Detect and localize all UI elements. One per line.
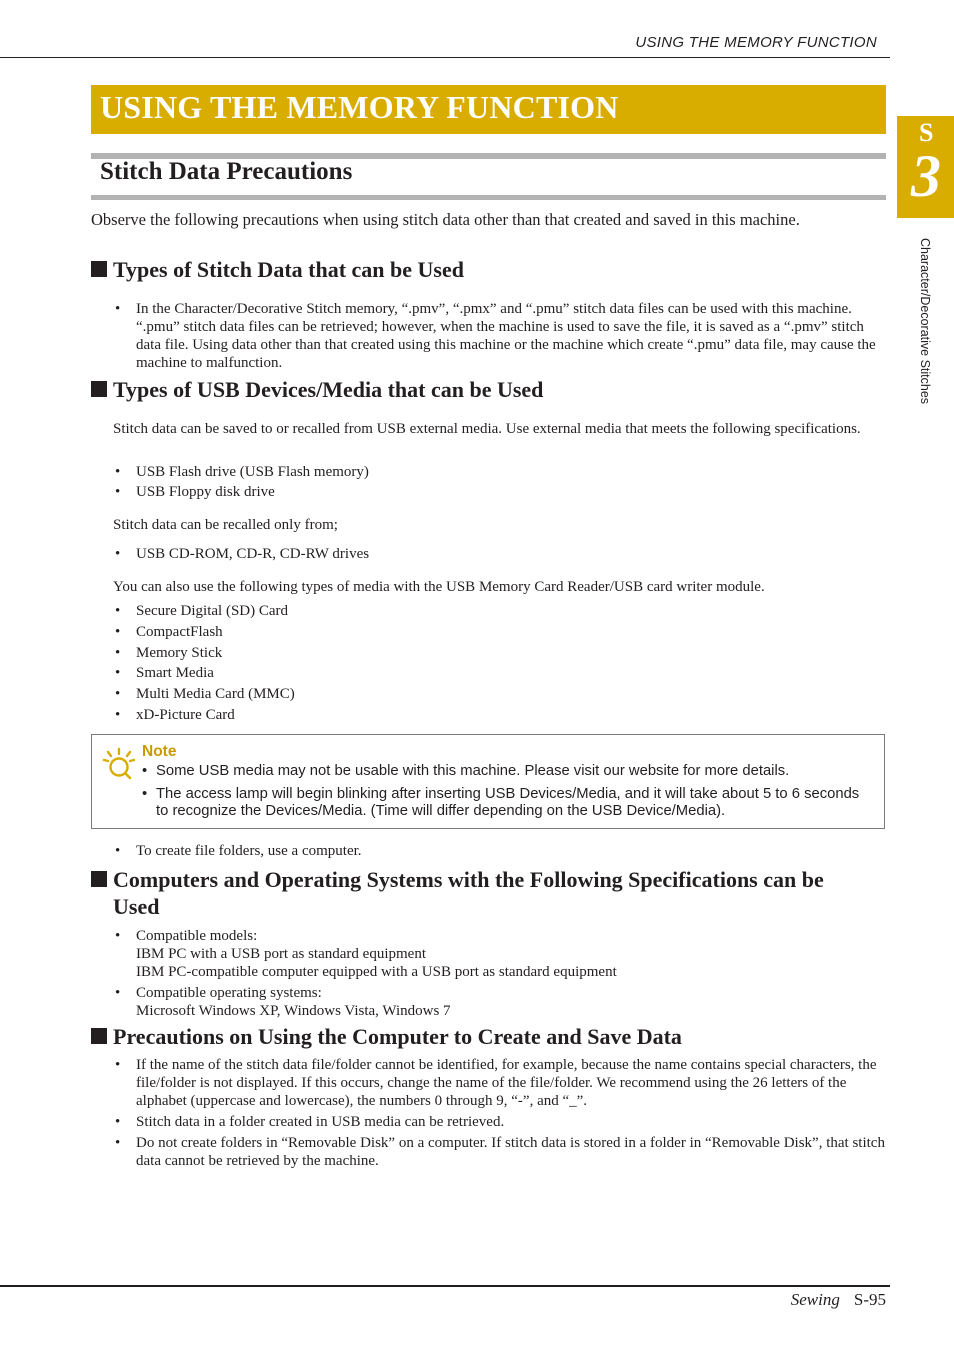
list-item-text: Some USB media may not be usable with this machine. Please visit our website for more details. <box>156 763 790 779</box>
list-item-text: USB Floppy disk drive <box>136 484 275 500</box>
list-item: • Compatible models: IBM PC with a USB port as standard equipment IBM PC-compatible computer equipped with a USB port as standard equipment <box>113 927 886 981</box>
list-item: • Multi Media Card (MMC) <box>115 686 295 703</box>
square-bullet-icon <box>91 261 107 277</box>
list-item: • Secure Digital (SD) Card <box>115 603 289 619</box>
note-after-list <box>113 842 886 860</box>
page-number: S-95 <box>853 1290 886 1309</box>
stitch-types-list <box>113 300 886 372</box>
subheading-text: Computers and Operating Systems with the Following Specifications can be Used <box>113 867 824 919</box>
list-item: • If the name of the stitch data file/folder cannot be identified, for example, because the name contains special characters, the file/folder is not displayed. If this occurs, change the name of the file/folder. We recommend using the 26 letters of the alphabet (uppercase and lowercase), the numbers 0 through 9, “-”, and “_”. <box>115 1057 877 1109</box>
list-item: • USB Floppy disk drive <box>115 484 275 500</box>
subheading-computers <box>91 866 871 920</box>
chapter-tab <box>897 116 954 218</box>
list-item: • xD-Picture Card <box>115 706 235 723</box>
subheading-text: Precautions on Using the Computer to Create and Save Data <box>113 1024 682 1049</box>
list-item-text: Memory Stick <box>136 644 223 661</box>
list-item: • USB CD-ROM, CD-R, CD-RW drives <box>115 546 370 562</box>
list-item-text: USB CD-ROM, CD-R, CD-RW drives <box>136 546 370 562</box>
list-item-text: Do not create folders in “Removable Disk” on a computer. If stitch data is stored in a folder in “Removable Disk”, that stitch data cannot be retrieved by the machine. <box>136 1135 885 1169</box>
list-item: • Compatible operating systems: Microsoft Windows XP, Windows Vista, Windows 7 <box>113 984 886 1020</box>
section-title: Stitch Data Precautions <box>100 158 353 185</box>
usb-card-intro: You can also use the following types of media with the USB Memory Card Reader/USB card writer module. <box>113 579 765 595</box>
list-item: • In the Character/Decorative Stitch memory, “.pmv”, “.pmx” and “.pmu” stitch data files can be used with this machine. “.pmu” stitch data files can be retrieved; however, when the machine is used to save the file, it is saved as a “.pmv” stitch data file. Using data other than that created using this machine or the machine which create “.pmu” data file, may cause the machine to malfunction. <box>115 301 876 371</box>
computers-list <box>113 927 886 1020</box>
note-label: Note <box>142 743 177 760</box>
section-bar-bottom <box>91 195 886 200</box>
list-item: • Some USB media may not be usable with this machine. Please visit our website for more details. <box>142 763 790 779</box>
chapter-tab-number: 3 <box>911 143 941 209</box>
list-item: • CompactFlash <box>115 623 223 640</box>
page-footer <box>791 1290 886 1310</box>
computer-precautions-list <box>113 1056 886 1170</box>
list-item: • Stitch data in a folder created in USB media can be retrieved. <box>115 1114 505 1130</box>
os-entry: Microsoft Windows XP, Windows Vista, Windows 7 <box>136 1003 451 1019</box>
note-list <box>139 763 869 820</box>
list-item: • To create file folders, use a computer. <box>115 843 362 859</box>
footer-rule <box>0 1285 890 1287</box>
usb-save-list <box>113 462 886 502</box>
list-item-text: In the Character/Decorative Stitch memory, “.pmv”, “.pmx” and “.pmu” stitch data files can be used with this machine. “.pmu” stitch data files can be retrieved; however, when the machine is used to save the file, it is saved as a “.pmv” stitch data file. Using data other than that created using this machine or the machine which create “.pmu” data file, may cause the machine to malfunction. <box>136 301 876 371</box>
model-entry: IBM PC with a USB port as standard equipment <box>136 946 426 962</box>
subheading-stitch-types <box>91 256 886 283</box>
list-item: • The access lamp will begin blinking after inserting USB Devices/Media, and it will take about 5 to 6 seconds to recognize the Devices/Media. (Time will differ depending on the USB Device/Media). <box>142 786 860 819</box>
note-box <box>91 734 885 829</box>
model-entry: IBM PC-compatible computer equipped with a USB port as standard equipment <box>136 964 617 980</box>
subheading-computer-precautions <box>91 1023 886 1050</box>
list-item-text: Smart Media <box>136 665 214 682</box>
subheading-text: Types of USB Devices/Media that can be Used <box>113 377 544 402</box>
list-item-text: Multi Media Card (MMC) <box>136 686 295 703</box>
os-label: Compatible operating systems: <box>136 985 322 1001</box>
header-rule <box>0 57 890 58</box>
list-item: • USB Flash drive (USB Flash memory) <box>115 464 369 480</box>
list-item-text: To create file folders, use a computer. <box>136 843 362 859</box>
note-lightbulb-icon <box>102 747 136 781</box>
list-item-text: xD-Picture Card <box>136 706 235 723</box>
chapter-banner <box>91 85 886 134</box>
list-item-text: Stitch data in a folder created in USB media can be retrieved. <box>136 1114 505 1130</box>
models-label: Compatible models: <box>136 928 258 944</box>
usb-card-list <box>113 601 886 726</box>
list-item-text: Secure Digital (SD) Card <box>136 603 289 619</box>
subheading-text: Types of Stitch Data that can be Used <box>113 257 464 282</box>
list-item-text: The access lamp will begin blinking after inserting USB Devices/Media, and it will take about 5 to 6 seconds to recognize the Devices/Media. (Time will differ depending on the USB Device/Media). <box>156 786 860 819</box>
list-item-text: If the name of the stitch data file/folder cannot be identified, for example, because the name contains special characters, the file/folder is not displayed. If this occurs, change the name of the file/folder. We recommend using the 26 letters of the alphabet (uppercase and lowercase), the numbers 0 through 9, “-”, and “_”. <box>136 1057 877 1109</box>
chapter-title: USING THE MEMORY FUNCTION <box>100 89 619 125</box>
subheading-usb-types <box>91 376 886 403</box>
chapter-tab-letter: S <box>919 118 934 147</box>
list-item: • Do not create folders in “Removable Disk” on a computer. If stitch data is stored in a folder in “Removable Disk”, that stitch data cannot be retrieved by the machine. <box>115 1135 885 1169</box>
square-bullet-icon <box>91 381 107 397</box>
section-intro: Observe the following precautions when using stitch data other than that created and saved in this machine. <box>91 210 800 229</box>
square-bullet-icon <box>91 871 107 887</box>
square-bullet-icon <box>91 1028 107 1044</box>
footer-section: Sewing <box>790 1290 840 1309</box>
chapter-side-label: Character/Decorative Stitches <box>918 238 932 405</box>
running-header: USING THE MEMORY FUNCTION <box>635 34 877 51</box>
usb-intro: Stitch data can be saved to or recalled from USB external media. Use external media that meets the following specifications. <box>113 421 861 437</box>
list-item: • Memory Stick <box>115 644 223 661</box>
list-item-text: USB Flash drive (USB Flash memory) <box>136 464 369 480</box>
usb-recall-intro: Stitch data can be recalled only from; <box>113 517 338 533</box>
list-item-text: CompactFlash <box>136 623 223 640</box>
usb-recall-list <box>113 545 886 563</box>
list-item: • Smart Media <box>115 665 214 682</box>
